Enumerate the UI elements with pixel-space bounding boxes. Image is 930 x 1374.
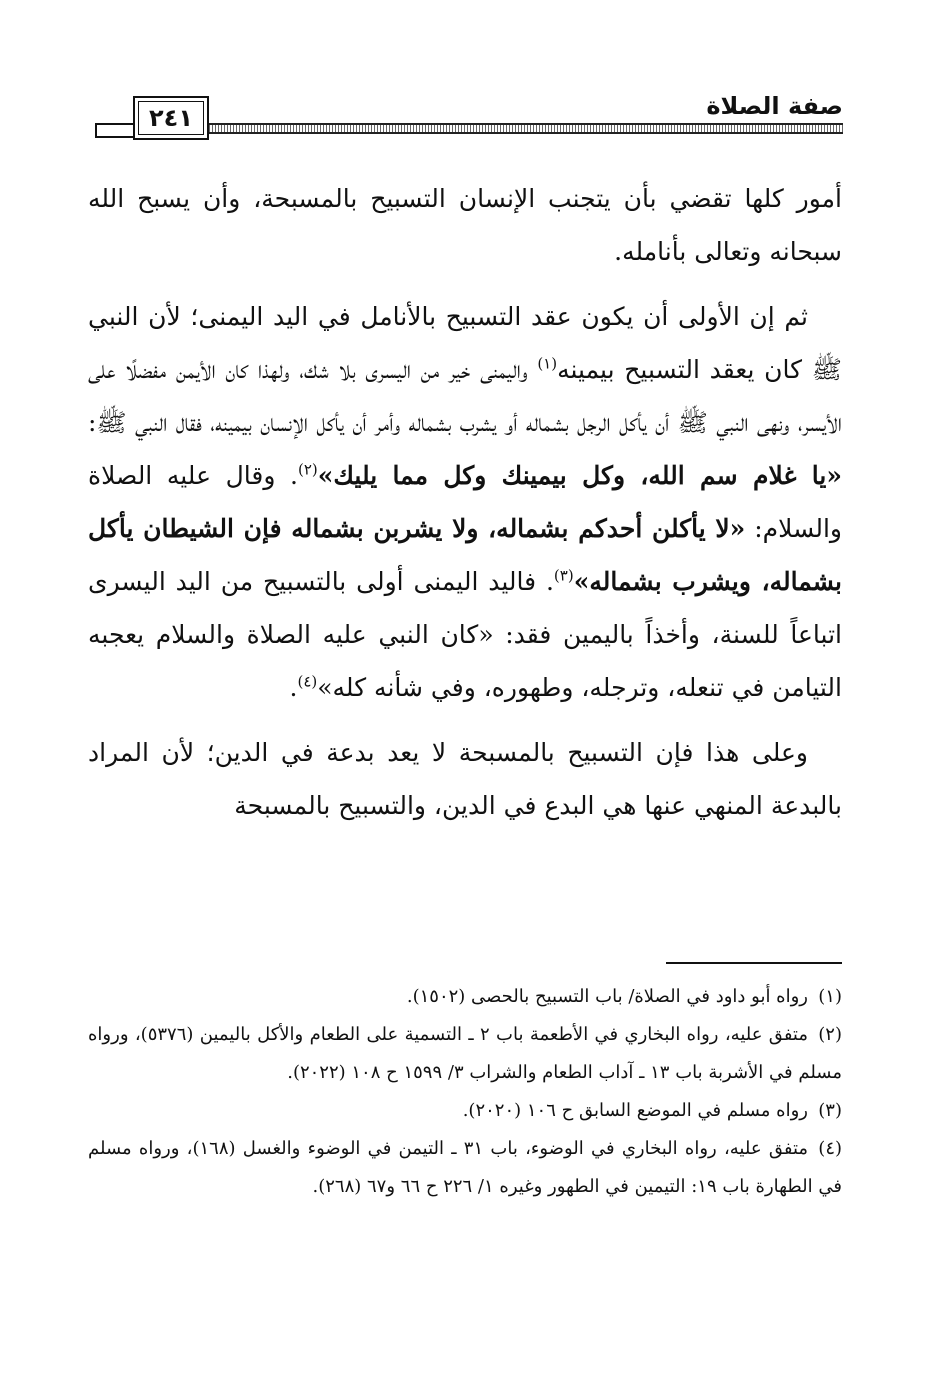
footnote-number: (٤) [818,1138,843,1159]
hadith-quote-2: «لا يأكلن أحدكم بشماله، ولا يشربن بشماله فإن الشيطان يأكل بشماله، ويشرب بشماله» [88,514,842,596]
footnote-2 [88,1016,842,1092]
footnote-text: متفق عليه، رواه البخاري في الأطعمة باب ٢ ـ التسمية على الطعام والأكل باليمين (٥٣٧٦)، ورواه مسلم في الأشربة باب ١٣ ـ آداب الطعام والشراب ٣/ ١٥٩٩ ح ١٠٨ (٢٠٢٢). [88,1024,842,1083]
paragraph-2-text-e: . [289,673,298,702]
footnote-ref-1: (١) [537,354,558,373]
footnote-text: متفق عليه، رواه البخاري في الوضوء، باب ٣١ ـ التيمن في الوضوء والغسل (١٦٨)، ورواه مسلم في الطهارة باب ١٩: التيمين في الطهور وغيره ١/ ٢٢٦ ح ٦٦ و٦٧ (٢٦٨). [88,1138,842,1197]
footnote-number: (٣) [818,1100,842,1121]
paragraph-2-text-d: . فاليد اليمنى أولى بالتسبيح من اليد اليسرى اتباعاً للسنة، وأخذاً باليمين فقد: «كان النبي عليه الصلاة والسلام يعجبه التيامن في تنعله، وترجله، وطهوره، وفي شأنه كله» [88,567,842,702]
page-header [95,92,843,140]
page-number: ٢٤١ [133,96,209,140]
main-text [88,172,842,832]
footnote-number: (٢) [818,1024,842,1045]
footnote-text: رواه مسلم في الموضع السابق ح ١٠٦ (٢٠٢٠). [462,1100,808,1121]
footnote-text: رواه أبو داود في الصلاة/ باب التسبيح بالحصى (١٥٠٢). [406,986,808,1007]
footnote-1 [88,978,842,1016]
footnote-ref-2: (٢) [297,460,318,479]
paragraph-2-text-a: ثم إن الأولى أن يكون عقد التسبيح بالأنامل في اليد اليمنى؛ لأن النبي ﷺ كان يعقد التسبيح بيمينه [88,302,843,384]
running-title: صفة الصلاة [696,92,843,120]
footnote-4 [88,1130,842,1206]
footnote-ref-3: (٣) [553,566,574,585]
footnote-ref-4: (٤) [297,672,318,691]
paragraph-2-text-b: واليمنى خير من اليسرى بلا شك، ولهذا كان الأيمن مفضلًا على الأيسر، ونهى النبي ﷺ أن يأكل الرجل بشماله أو يشرب بشماله وأمر أن يأكل الإنسان بيمينه، فقال النبي ﷺ: [88,355,842,437]
footnote-separator [666,962,842,964]
paragraph-2 [88,290,842,714]
footnote-3 [88,1092,842,1130]
header-rule-end [95,123,133,138]
paragraph-2-text-c: . وقال عليه الصلاة والسلام: [88,461,843,543]
hadith-quote-1: «يا غلام سم الله، وكل بيمينك وكل مما يليك» [317,461,842,490]
paragraph-3: وعلى هذا فإن التسبيح بالمسبحة لا يعد بدعة في الدين؛ لأن المراد بالبدعة المنهي عنها هي البدع في الدين، والتسبيح بالمسبحة [88,738,842,820]
footnote-number: (١) [818,986,842,1007]
footnotes [88,978,842,1206]
paragraph-1: أمور كلها تقضي بأن يتجنب الإنسان التسبيح بالمسبحة، وأن يسبح الله سبحانه وتعالى بأنامله. [88,184,842,266]
